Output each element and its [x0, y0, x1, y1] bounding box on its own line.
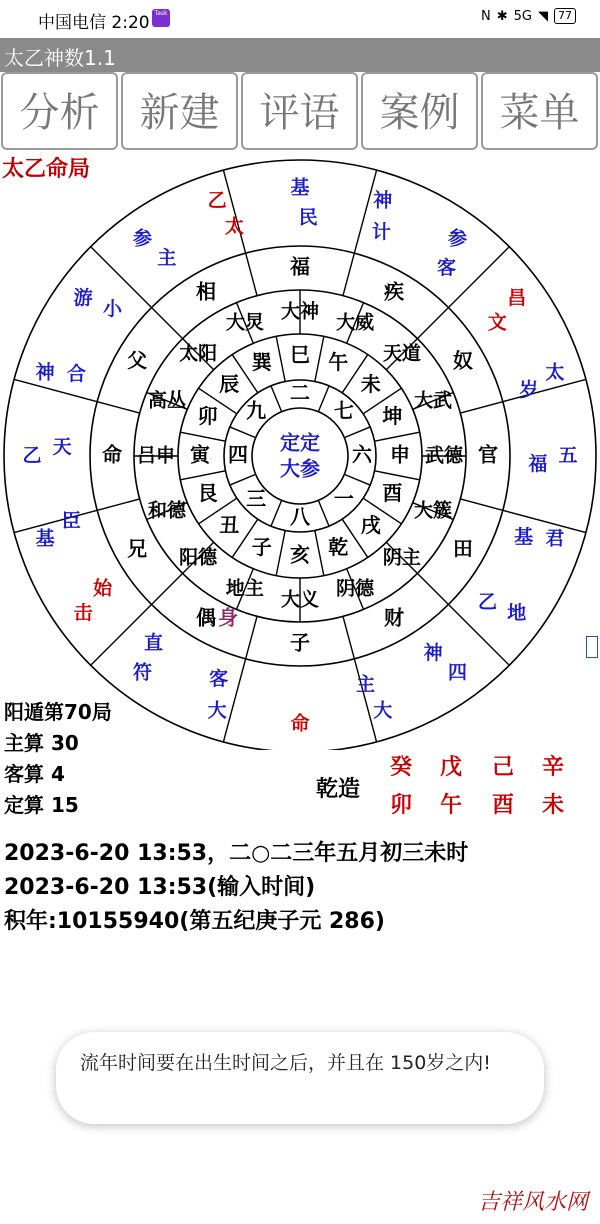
outer-label: 文: [487, 311, 507, 334]
branch-label: 艮: [197, 480, 218, 505]
bluetooth-icon: ✱: [496, 8, 508, 24]
ring-divider: [271, 500, 282, 526]
outer-label: 乙: [22, 444, 42, 467]
ring-divider: [315, 336, 324, 381]
outer-label: 乙: [478, 591, 498, 614]
chart-title: 太乙命局: [2, 157, 91, 182]
ring-divider: [230, 427, 256, 438]
branch-label: 戌: [360, 513, 381, 538]
battery-icon: 77: [554, 8, 576, 24]
god-label: 高丛: [147, 389, 186, 412]
ring-divider: [91, 604, 152, 665]
outer-label: 基: [514, 525, 534, 548]
ring-divider: [448, 247, 509, 308]
app-title: 太乙神数1.1: [4, 46, 116, 70]
ring-divider: [344, 427, 370, 438]
ring-divider: [318, 386, 329, 412]
taiyi-chart: [0, 150, 600, 750]
status-bar: [0, 0, 600, 38]
outer-label: 地: [507, 602, 527, 625]
body-marker: 身: [218, 605, 238, 630]
palace-label: 奴: [452, 348, 473, 373]
carrier-time: 中国电信 2:20: [38, 13, 150, 33]
ring-divider: [180, 432, 225, 441]
ju-label: 阳遁第70局: [4, 700, 112, 724]
ring-divider: [152, 308, 183, 339]
outer-label: 君: [545, 527, 565, 550]
ring-divider: [318, 500, 329, 526]
outer-label: 神: [35, 361, 55, 384]
god-label: 吕申: [136, 444, 176, 467]
palace-label: 疾: [384, 279, 404, 304]
ring-divider: [460, 499, 503, 510]
branch-label: 亥: [290, 542, 310, 567]
number-label: 二: [290, 380, 310, 405]
branch-label: 酉: [382, 480, 403, 505]
signal-label: 5G: [513, 8, 532, 24]
palace-label: 兄: [127, 536, 148, 561]
outer-label: 参: [448, 227, 468, 250]
branch-label: 未: [360, 371, 381, 396]
branch-label: 巳: [290, 342, 310, 367]
ring-divider: [246, 253, 257, 296]
god-label: 阴主: [382, 546, 421, 569]
ring-divider: [375, 432, 420, 441]
outer-label: 击: [73, 602, 93, 625]
tab-new[interactable]: 新建: [121, 72, 238, 150]
branch-label: 午: [328, 350, 349, 375]
palace-label: 命: [102, 442, 122, 467]
god-label: 太阳: [179, 342, 218, 365]
god-label: 大簇: [414, 499, 453, 522]
god-label: 阳德: [179, 546, 218, 569]
palace-label: 相: [196, 279, 216, 304]
palace-label: 子: [290, 630, 310, 655]
ring-divider: [417, 573, 448, 604]
ring-divider: [276, 336, 285, 381]
ding-suan: 定算 15: [4, 793, 79, 817]
ring-divider: [223, 170, 245, 253]
status-icons: [481, 8, 576, 24]
ring-divider: [343, 253, 354, 296]
bazi-stem-day: 己: [492, 755, 515, 780]
god-label: 大神: [280, 300, 320, 323]
number-label: 三: [246, 486, 267, 511]
ring-divider: [344, 474, 370, 485]
bazi-stem-year: 癸: [390, 755, 413, 780]
outer-label: 太: [224, 215, 244, 238]
outer-label: 大: [373, 699, 393, 722]
outer-label: 乙: [207, 189, 227, 212]
bazi-branch-hour: 未: [542, 793, 565, 818]
outer-label: 直: [143, 632, 163, 655]
palace-label: 田: [452, 536, 473, 561]
ring-divider: [343, 616, 354, 659]
task-app-icon: Task: [152, 9, 170, 27]
god-label: 阴德: [336, 577, 375, 600]
outer-label: 民: [298, 206, 318, 229]
ring-divider: [375, 471, 420, 480]
outer-label: 昌: [507, 286, 527, 309]
ring-divider: [246, 616, 257, 659]
number-label: 七: [333, 398, 354, 423]
ke-suan: 客算 4: [4, 762, 65, 786]
god-label: 大武: [414, 389, 453, 412]
tab-bar: [0, 72, 600, 152]
outer-label: 基: [290, 176, 310, 199]
outer-label: 五: [558, 444, 578, 467]
tab-analyze[interactable]: 分析: [1, 72, 118, 150]
god-label: 地主: [225, 577, 264, 600]
ring-divider: [315, 531, 324, 576]
outer-label: 福: [528, 452, 548, 475]
outer-label: 符: [132, 661, 152, 684]
outer-label: 主: [157, 247, 177, 270]
outer-label: 神: [373, 189, 393, 212]
branch-label: 申: [390, 442, 410, 467]
ji-nian: 积年:10155940(第五纪庚子元 286): [4, 909, 385, 934]
outer-label: 客: [437, 256, 457, 279]
outer-label: 主: [356, 673, 376, 696]
outer-label: 计: [371, 220, 391, 243]
outer-label: 神: [423, 641, 443, 664]
bazi-branch-year: 卯: [390, 793, 413, 818]
palace-label: 福: [290, 254, 310, 279]
branch-label: 乾: [328, 534, 349, 559]
outer-label: 小: [102, 297, 122, 320]
outer-label: 大: [207, 699, 227, 722]
god-label: 天道: [382, 342, 421, 365]
outer-label: 天: [52, 436, 72, 459]
nfc-icon: N: [481, 8, 491, 24]
branch-label: 寅: [190, 442, 210, 467]
outer-label: 岁: [519, 378, 539, 401]
outer-label: 命: [290, 712, 310, 735]
bazi-branch-day: 酉: [492, 793, 515, 818]
ring-divider: [14, 510, 97, 532]
god-label: 大炅: [225, 311, 264, 334]
branch-label: 卯: [197, 404, 218, 429]
bazi-stem-month: 戊: [440, 755, 463, 780]
outer-label: 游: [73, 286, 93, 309]
outer-label: 参: [132, 227, 152, 250]
outer-label: 始: [93, 577, 113, 600]
palace-label: 偶: [196, 605, 216, 630]
outer-label: 客: [209, 668, 229, 691]
number-label: 六: [352, 442, 372, 467]
app-title-bar: [0, 38, 600, 72]
ring-divider: [503, 379, 586, 401]
tab-menu[interactable]: 菜单: [481, 72, 598, 150]
outer-label: 太: [545, 361, 565, 384]
center-label: 大参: [280, 456, 320, 481]
number-label: 九: [246, 398, 267, 423]
date-lunar: 2023-6-20 13:53，二○二三年五月初三未时: [4, 841, 469, 866]
ring-divider: [152, 573, 183, 604]
outer-label: 基: [35, 527, 55, 550]
wifi-icon: ◥: [538, 8, 548, 24]
scroll-handle[interactable]: [586, 636, 598, 658]
bazi-stem-hour: 辛: [542, 755, 565, 780]
branch-label: 辰: [219, 371, 240, 396]
branch-label: 坤: [382, 404, 403, 429]
tab-cases[interactable]: 案例: [361, 72, 478, 150]
ring-divider: [180, 471, 225, 480]
god-label: 大义: [280, 588, 320, 611]
branch-label: 子: [251, 534, 272, 559]
number-label: 四: [228, 442, 248, 467]
number-label: 八: [290, 504, 310, 529]
tab-comment[interactable]: 评语: [241, 72, 358, 150]
watermark: 吉祥风水网: [477, 1190, 588, 1215]
qianzao-label: 乾造: [316, 777, 361, 802]
toast-text: 流年时间要在出生时间之后，并且在 150岁之内!: [80, 1052, 491, 1074]
ring-divider: [460, 402, 503, 413]
number-label: 一: [333, 486, 354, 511]
center-label: 定定: [280, 430, 320, 455]
toast-message: [56, 1032, 544, 1124]
god-label: 和德: [147, 499, 186, 522]
palace-label: 父: [127, 348, 148, 373]
outer-label: 四: [448, 661, 468, 684]
outer-label: 臣: [61, 510, 81, 533]
zhu-suan: 主算 30: [4, 731, 79, 755]
ring-divider: [448, 604, 509, 665]
ring-divider: [230, 474, 256, 485]
ring-divider: [276, 531, 285, 576]
ring-divider: [417, 308, 448, 339]
branch-label: 巽: [251, 350, 272, 375]
ring-divider: [97, 402, 140, 413]
god-label: 武德: [424, 444, 464, 467]
god-label: 大威: [336, 311, 375, 334]
date-input: 2023-6-20 13:53(输入时间): [4, 875, 316, 900]
bazi-branch-month: 午: [440, 793, 463, 818]
ring-divider: [271, 386, 282, 412]
palace-label: 官: [478, 442, 498, 467]
palace-label: 财: [384, 605, 404, 630]
ring-divider: [97, 499, 140, 510]
outer-label: 合: [66, 363, 86, 386]
branch-label: 丑: [219, 513, 240, 538]
